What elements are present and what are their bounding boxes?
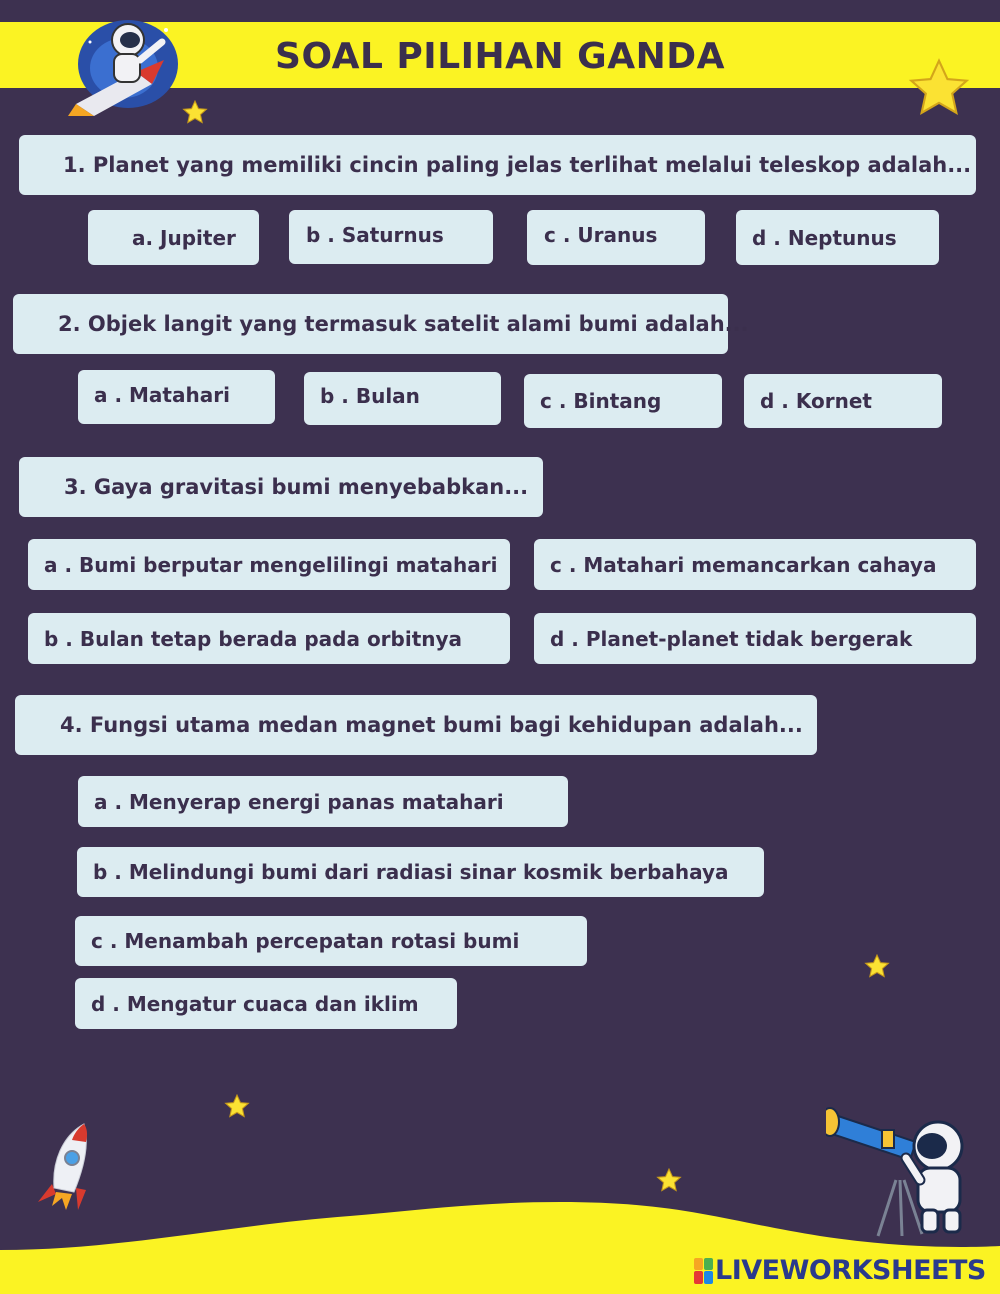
q4-option-b[interactable]: b . Melindungi bumi dari radiasi sinar kosmik berbahaya [77,847,764,897]
star-icon [656,1168,682,1194]
q2-option-c[interactable]: c . Bintang [524,374,722,428]
q2-option-b[interactable]: b . Bulan [304,372,501,425]
q1-option-b[interactable]: b . Saturnus [289,210,493,264]
liveworksheets-brand[interactable] [694,1255,986,1286]
page-title: SOAL PILIHAN GANDA [275,36,725,77]
astronaut-with-telescope-icon [826,1100,976,1240]
q1-option-d[interactable]: d . Neptunus [736,210,939,265]
question-2: 2. Objek langit yang termasuk satelit alami bumi adalah... [13,294,728,354]
q2-option-d[interactable]: d . Kornet [744,374,942,428]
q4-option-c[interactable]: c . Menambah percepatan rotasi bumi [75,916,587,966]
star-icon [182,100,208,126]
q4-option-d[interactable]: d . Mengatur cuaca dan iklim [75,978,457,1029]
q3-option-b[interactable]: b . Bulan tetap berada pada orbitnya [28,613,510,664]
q3-option-d[interactable]: d . Planet-planet tidak bergerak [534,613,976,664]
q4-option-a[interactable]: a . Menyerap energi panas matahari [78,776,568,827]
astronaut-on-rocket-icon [66,12,184,124]
liveworksheets-logo-icon [694,1258,712,1284]
q2-option-a[interactable]: a . Matahari [78,370,275,424]
star-icon [904,58,974,116]
star-icon [224,1094,250,1120]
q3-option-c[interactable]: c . Matahari memancarkan cahaya [534,539,976,590]
star-icon [864,954,890,980]
q3-option-a[interactable]: a . Bumi berputar mengelilingi matahari [28,539,510,590]
question-1: 1. Planet yang memiliki cincin paling jelas terlihat melalui teleskop adalah... [19,135,976,195]
q1-option-c[interactable]: c . Uranus [527,210,705,265]
brand-name: LIVEWORKSHEETS [715,1255,986,1286]
q1-option-a[interactable]: a. Jupiter [88,210,259,265]
question-3: 3. Gaya gravitasi bumi menyebabkan... [19,457,543,517]
question-4: 4. Fungsi utama medan magnet bumi bagi kehidupan adalah... [15,695,817,755]
